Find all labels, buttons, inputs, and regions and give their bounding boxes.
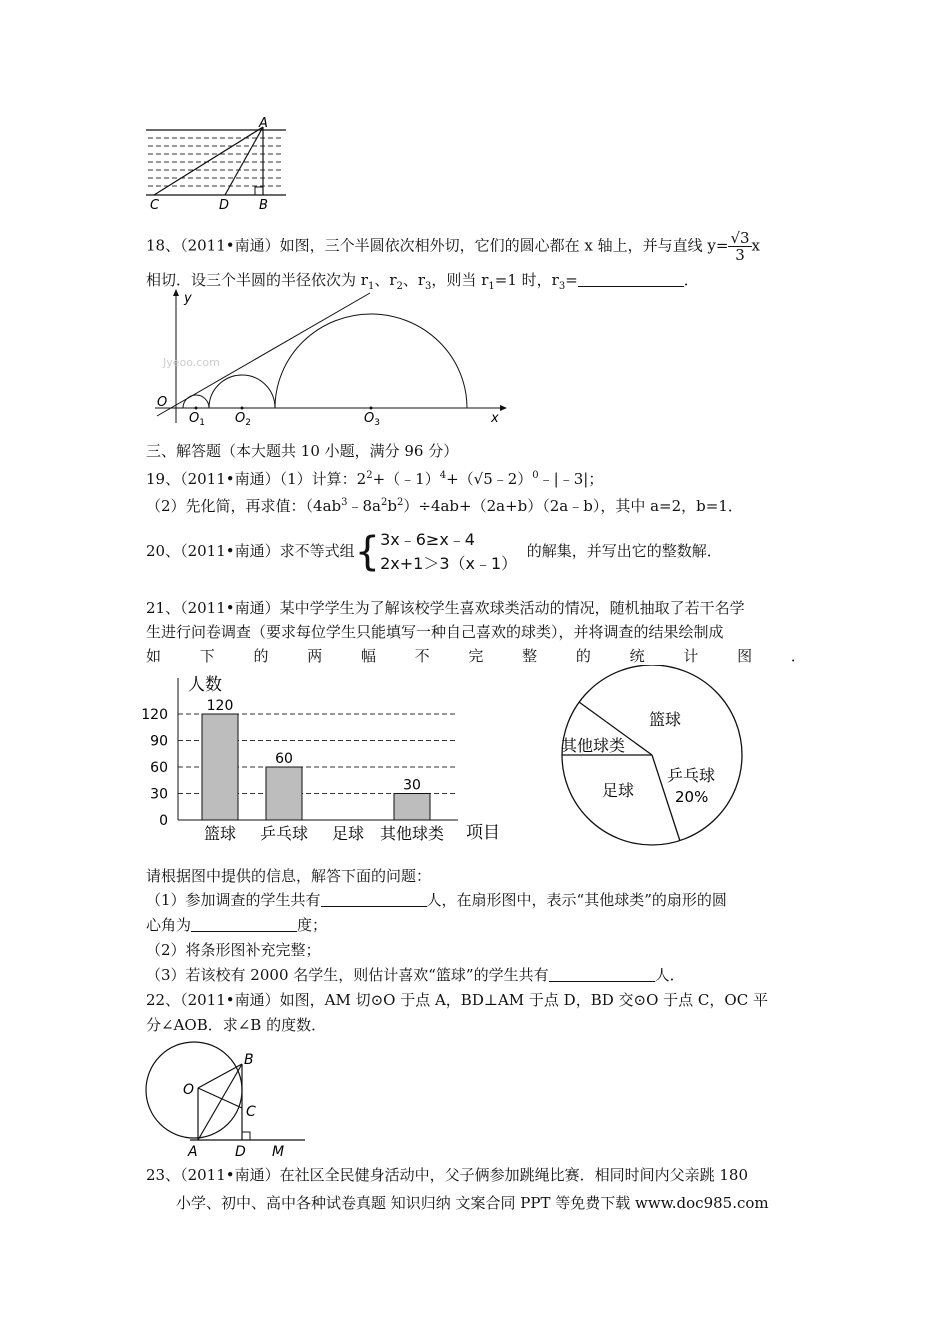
brace: {: [354, 529, 381, 575]
pie-pct-pingpong: 20%: [675, 788, 709, 806]
q22-line2: 分∠AOB．求∠B 的度数．: [146, 1016, 327, 1034]
label-O: O: [183, 1082, 195, 1098]
fraction: $\frac{√3}{3}$: [730, 229, 750, 264]
answer-blank: [549, 966, 655, 982]
x-tick-label: 足球: [331, 824, 365, 843]
q20-line: 20、（2011•南通）求不等式组{ 3x﹣6≥x﹣4 2x+1＞3（x﹣1） 的解集，并写出它的整数解．: [146, 529, 722, 575]
o1-label: $O_1$: [189, 411, 205, 428]
y-tick-label: 120: [141, 707, 168, 723]
origin-label: O: [157, 395, 168, 410]
watermark: Jyeoo.com: [163, 356, 220, 369]
bar-value-label: 60: [275, 751, 293, 767]
label-D: D: [219, 198, 230, 213]
label-D: D: [235, 1144, 246, 1160]
o2-label: $O_2$: [235, 411, 251, 428]
bar-chart: [140, 668, 510, 848]
q21-prompt: 请根据图中提供的信息，解答下面的问题：: [146, 867, 432, 885]
circle-figure: [140, 1038, 320, 1160]
y-tick-label: 30: [150, 786, 168, 803]
y-tick-label: 90: [150, 733, 168, 750]
pie-label-basketball: 篮球: [649, 710, 682, 729]
answer-blank: [191, 916, 297, 932]
q19-line2: （2）先化简，再求值：$(4ab^3﹣8a^2b^2)\div 4ab+(2a+b)(2a﹣b)$，其中 a=2，b=1．: [146, 497, 743, 515]
q21-line3: [146, 646, 806, 666]
q21-char: 两: [307, 647, 323, 665]
y-tick-label: 0: [159, 813, 168, 829]
x-tick-label: 乒乓球: [259, 824, 309, 843]
x-axis-label: x: [491, 411, 499, 426]
label-C: C: [150, 198, 160, 213]
pie-label-pingpong: 乒乓球: [667, 766, 716, 785]
q21-char: ．: [790, 647, 806, 665]
q22-line1: 22、（2011•南通）如图，AM 切⊙O 于点 A，BD⊥AM 于点 D，BD 交⊙O 于点 C，OC 平: [146, 991, 768, 1009]
y-tick-label: 60: [150, 760, 168, 776]
x-tick-label: 其他球类: [379, 824, 445, 843]
page-footer: 小学、初中、高中各种试卷真题 知识归纳 文案合同 PPT 等免费下载 www.doc985.com: [176, 1194, 769, 1212]
q21-char: 不: [414, 647, 430, 665]
q21-char: 幅: [360, 647, 376, 665]
pie-label-football: 足球: [602, 781, 635, 800]
q21-char: 统: [629, 647, 645, 665]
q21-char: 整: [522, 647, 538, 665]
q21-line1: 21、（2011•南通）某中学学生为了解该校学生喜欢球类活动的情况，随机抽取了若干名学: [146, 599, 745, 617]
q23-line1: 23、（2011•南通）在社区全民健身活动中，父子俩参加跳绳比赛．相同时间内父亲跳 180: [146, 1166, 749, 1184]
y-axis-label: y: [184, 291, 192, 306]
pie-label-other: 其他球类: [561, 736, 626, 755]
answer-blank: [578, 271, 684, 287]
bar-value-label: 30: [403, 777, 421, 794]
label-B: B: [244, 1052, 254, 1068]
q21-part2: （2）将条形图补充完整；: [146, 941, 321, 959]
q21-char: 下: [199, 647, 215, 665]
label-M: M: [272, 1144, 285, 1160]
q21-line2: 生进行问卷调查（要求每位学生只能填写一种自己喜欢的球类），并将调查的结果绘制成: [146, 623, 724, 641]
q21-char: 完: [468, 647, 484, 665]
x-tick-label: 篮球: [203, 824, 237, 843]
q18-line2: 相切．设三个半圆的半径依次为 $r_1$、$r_2$、$r_3$，则当 $r_1=1$ 时，$r_3=$ ．: [146, 271, 699, 292]
x-axis-title: 项目: [466, 823, 500, 843]
bar-value-label: 120: [206, 698, 234, 714]
q21-char: 的: [253, 647, 269, 665]
inequality-system: 3x﹣6≥x﹣4 2x+1＞3（x﹣1）: [380, 530, 518, 573]
bar: [394, 794, 430, 821]
q21-part1: （1）参加调查的学生共有 人，在扇形图中，表示“其他球类”的扇形的圆: [146, 891, 727, 909]
q21-char: 计: [683, 647, 699, 665]
river-figure: [140, 115, 300, 215]
q19-line1: 19、（2011•南通）（1）计算：$2^2+(﹣1)^4+(√5﹣2)^0﹣|﹣3|$；: [146, 470, 604, 488]
q18-line1: 18、（2011•南通）如图，三个半圆依次相外切，它们的圆心都在 x 轴上，并与直线 y= $\frac{√3}{3}$ x: [146, 229, 761, 264]
o3-label: $O_3$: [364, 411, 380, 428]
label-C: C: [246, 1104, 256, 1120]
q21-char: 如: [146, 647, 162, 665]
label-A: A: [259, 116, 268, 131]
y-axis-title: 人数: [188, 675, 222, 695]
pie-chart: [555, 665, 750, 850]
q21-char: 图: [737, 647, 753, 665]
semicircles-figure: [145, 288, 510, 428]
bar: [266, 767, 302, 820]
q21-char: 的: [575, 647, 591, 665]
section-heading: 三、解答题（本大题共 10 小题，满分 96 分）: [146, 442, 459, 460]
q21-part1-cont: 心角为 度；: [146, 916, 328, 934]
label-A: A: [188, 1144, 198, 1160]
q21-part3: （3）若该校有 2000 名学生，则估计喜欢“篮球”的学生共有 人．: [146, 966, 685, 984]
answer-blank: [321, 891, 427, 907]
label-B: B: [259, 198, 268, 213]
bar: [202, 714, 238, 820]
